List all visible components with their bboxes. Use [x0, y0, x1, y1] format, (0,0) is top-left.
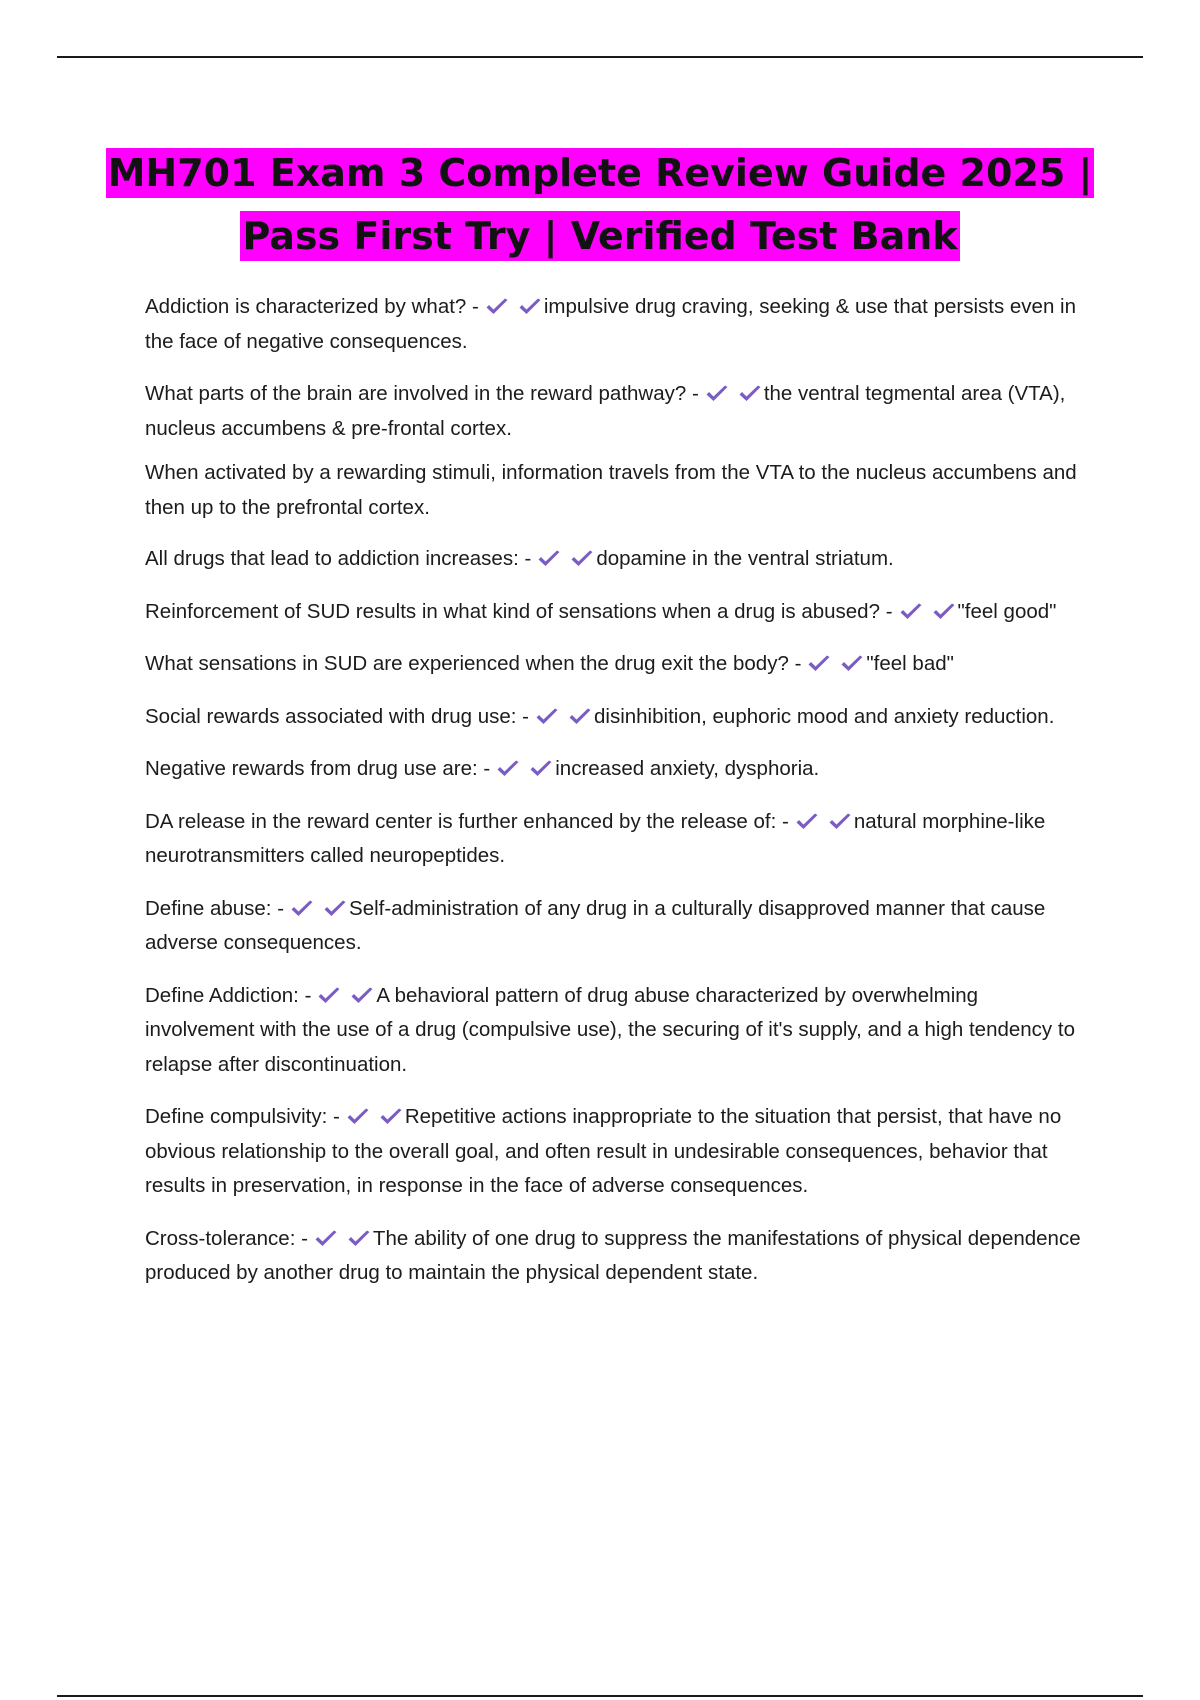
check-pair: [705, 382, 764, 405]
check-pair: [496, 757, 555, 780]
qa-item: [145, 1222, 1090, 1291]
separator: -: [333, 1105, 340, 1128]
qa-item: [145, 542, 1090, 577]
qa-item: [145, 595, 1090, 630]
check-mark-icon: [738, 385, 762, 403]
check-mark-icon: [317, 987, 341, 1005]
question-text: DA release in the reward center is further enhanced by the release of:: [145, 809, 777, 833]
qa-item: [145, 700, 1090, 735]
qa-list: [145, 290, 1090, 1309]
question-text: Addiction is characterized by what?: [145, 295, 467, 318]
check-pair: [290, 897, 349, 920]
separator: -: [885, 599, 893, 623]
check-mark-icon: [932, 603, 956, 621]
check-mark-icon: [350, 987, 374, 1005]
separator: -: [277, 896, 285, 920]
qa-item: [145, 647, 1090, 682]
answer-text: natural morphine-like neurotransmitters called neuropeptides.: [145, 809, 1046, 867]
answer-text: Self-administration of any drug in a culturally disapproved manner that cause adverse consequences.: [145, 896, 1046, 954]
answer-text: The ability of one drug to suppress the manifestations of physical dependence produced by another drug to maintain the physical dependent state.: [145, 1226, 1081, 1284]
check-pair: [346, 1105, 405, 1128]
answer-text: Repetitive actions inappropriate to the situation that persist, that have no obvious relationship to the overall goal, and often result in undesirable consequences, behavior that results in preservation, in response in the face of adverse consequences.: [145, 1105, 1062, 1197]
qa-item: [145, 892, 1090, 961]
qa-item: [145, 979, 1090, 1083]
separator: -: [472, 295, 479, 318]
answer-text: "feel bad": [866, 652, 954, 675]
answer-text: the ventral tegmental area (VTA), nucleus accumbens & pre-frontal cortex.: [145, 382, 1066, 440]
answer-text: A behavioral pattern of drug abuse characterized by overwhelming involvement with the use of a drug (compulsive use), the securing of it's supply, and a high tendency to relapse after discontinuation.: [145, 983, 1075, 1076]
check-mark-icon: [323, 900, 347, 918]
check-pair: [535, 705, 594, 728]
check-mark-icon: [535, 708, 559, 726]
separator: -: [782, 809, 789, 833]
answer-text: disinhibition, euphoric mood and anxiety reduction.: [594, 704, 1055, 728]
question-text: What sensations in SUD are experienced when the drug exit the body?: [145, 652, 789, 675]
question-text: Define compulsivity:: [145, 1105, 328, 1128]
question-text: Social rewards associated with drug use:: [145, 704, 517, 728]
check-mark-icon: [485, 298, 509, 316]
check-pair: [537, 547, 596, 570]
qa-item: [145, 805, 1090, 874]
answer-text: "feel good": [957, 599, 1057, 623]
check-pair: [485, 295, 544, 318]
check-pair: [314, 1227, 373, 1250]
separator: -: [524, 547, 532, 570]
qa-item: [145, 752, 1090, 787]
qa-item: [145, 377, 1090, 446]
title-line-1: MH701 Exam 3 Complete Review Guide 2025 |: [106, 148, 1095, 198]
question-text: Reinforcement of SUD results in what kind of sensations when a drug is abused?: [145, 599, 880, 623]
qa-note: [145, 456, 1090, 525]
check-mark-icon: [840, 655, 864, 673]
check-mark-icon: [518, 298, 542, 316]
answer-text: dopamine in the ventral striatum.: [596, 547, 894, 570]
check-mark-icon: [795, 813, 819, 831]
check-mark-icon: [379, 1108, 403, 1126]
question-text: Define abuse:: [145, 896, 272, 920]
document-title: [100, 142, 1100, 268]
check-mark-icon: [496, 760, 520, 778]
separator: -: [304, 983, 312, 1007]
answer-text: impulsive drug craving, seeking & use that persists even in the face of negative consequences.: [145, 295, 1077, 353]
separator: -: [794, 652, 802, 675]
question-text: What parts of the brain are involved in the reward pathway?: [145, 382, 687, 405]
check-pair: [807, 652, 866, 675]
qa-item: [145, 290, 1090, 359]
check-mark-icon: [828, 813, 852, 831]
top-rule: [57, 56, 1143, 58]
check-mark-icon: [314, 1230, 338, 1248]
check-mark-icon: [568, 708, 592, 726]
bottom-rule: [57, 1695, 1143, 1697]
note-text: When activated by a rewarding stimuli, information travels from the VTA to the nucleus accumbens and then up to the prefrontal cortex.: [145, 461, 1077, 519]
separator: -: [483, 757, 491, 780]
check-mark-icon: [346, 1108, 370, 1126]
question-text: All drugs that lead to addiction increases:: [145, 547, 519, 570]
check-pair: [795, 810, 854, 833]
check-pair: [317, 984, 376, 1007]
separator: -: [522, 704, 529, 728]
separator: -: [691, 382, 699, 405]
check-mark-icon: [899, 603, 923, 621]
title-line-2: Pass First Try | Verified Test Bank: [240, 211, 959, 261]
question-text: Define Addiction:: [145, 983, 299, 1007]
question-text: Cross-tolerance:: [145, 1226, 296, 1250]
question-text: Negative rewards from drug use are:: [145, 757, 478, 780]
check-mark-icon: [290, 900, 314, 918]
check-pair: [899, 600, 958, 623]
check-mark-icon: [529, 760, 553, 778]
separator: -: [301, 1226, 308, 1250]
qa-item: [145, 1100, 1090, 1204]
check-mark-icon: [807, 655, 831, 673]
answer-text: increased anxiety, dysphoria.: [555, 757, 820, 780]
check-mark-icon: [570, 550, 594, 568]
check-mark-icon: [347, 1230, 371, 1248]
check-mark-icon: [537, 550, 561, 568]
check-mark-icon: [705, 385, 729, 403]
